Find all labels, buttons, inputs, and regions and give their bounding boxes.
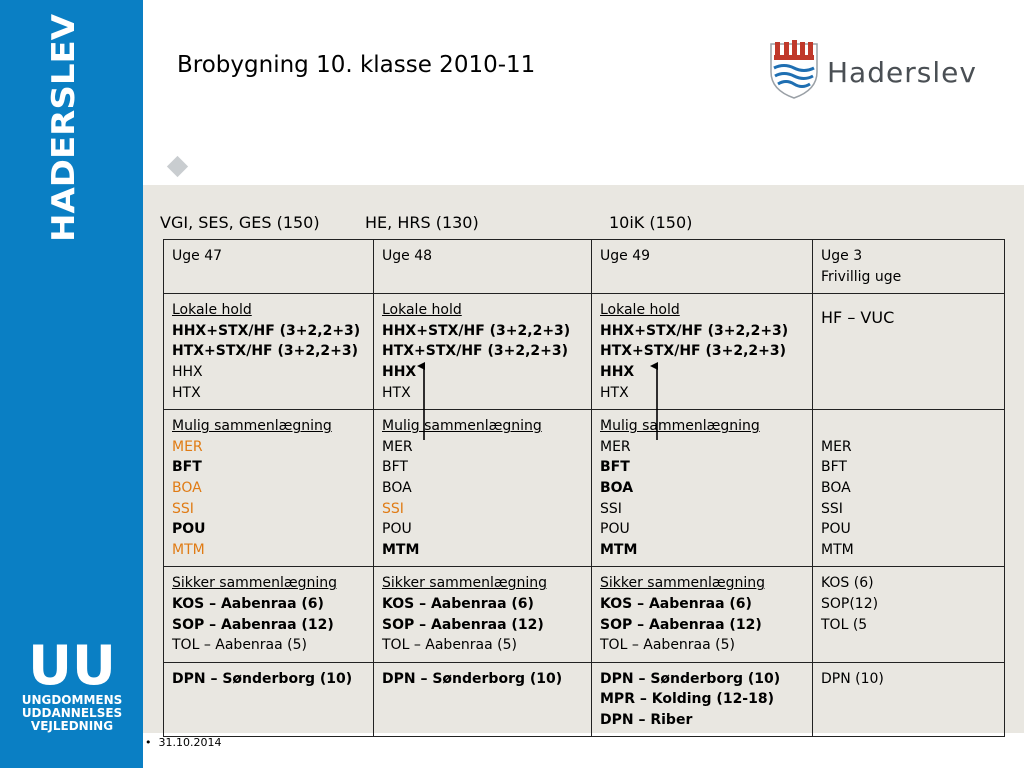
svg-text:UU: UU <box>28 636 116 697</box>
date-text: 31.10.2014 <box>158 736 222 749</box>
list-item: HTX+STX/HF (3+2,2+3) <box>382 343 569 360</box>
list-item: SSI <box>382 500 404 517</box>
group-heading-vgi: VGI, SES, GES (150) <box>160 213 320 232</box>
section-label: Sikker sammenlægning <box>172 575 337 592</box>
schedule-table <box>163 239 1005 737</box>
list-item: HTX+STX/HF (3+2,2+3) <box>172 343 359 360</box>
list-item: DPN – Sønderborg (10) <box>382 670 563 687</box>
cell-uge-48 <box>374 240 592 294</box>
list-item: POU <box>600 521 630 538</box>
cell-lokale-uge-47 <box>164 294 374 410</box>
table-row-mulig-sammenlaegning <box>164 410 1005 567</box>
list-item: DPN (10) <box>821 670 884 687</box>
list-item: HTX <box>172 384 201 401</box>
cell-mulig-uge-48 <box>374 410 592 567</box>
city-shield-icon <box>768 38 820 100</box>
diamond-bullet-icon <box>167 156 188 177</box>
list-item: SSI <box>600 500 622 517</box>
week-label: Uge 49 <box>600 248 651 264</box>
list-item: BFT <box>382 459 408 476</box>
svg-text:HADERSLEV: HADERSLEV <box>46 34 82 242</box>
list-item: MTM <box>172 541 205 558</box>
haderslev-vertical-wordmark <box>22 10 122 245</box>
list-item: BFT <box>600 459 630 476</box>
list-item: HHX+STX/HF (3+2,2+3) <box>382 322 571 339</box>
group-heading-he: HE, HRS (130) <box>365 213 479 232</box>
list-item: SOP – Aabenraa (12) <box>600 616 762 633</box>
list-item: POU <box>821 521 851 538</box>
table-row-header <box>164 240 1005 294</box>
list-item: MER <box>172 438 203 455</box>
list-item: TOL (5 <box>821 616 868 633</box>
cell-lokale-uge-48 <box>374 294 592 410</box>
list-item: KOS – Aabenraa (6) <box>600 595 752 612</box>
list-item: KOS (6) <box>821 575 874 592</box>
cell-lokale-uge-3 <box>813 294 1005 410</box>
cell-uge-3 <box>813 240 1005 294</box>
list-item: HTX <box>600 384 629 401</box>
list-item: MTM <box>600 541 638 558</box>
list-item: BOA <box>821 479 851 496</box>
table-row-lokale-hold <box>164 294 1005 410</box>
list-item: KOS – Aabenraa (6) <box>382 595 534 612</box>
list-item: MTM <box>821 541 854 558</box>
spacer <box>821 416 996 437</box>
list-item: MTM <box>382 541 420 558</box>
cell-mulig-uge-3 <box>813 410 1005 567</box>
cell-dpn-uge-3 <box>813 662 1005 737</box>
cell-sikker-uge-47 <box>164 567 374 662</box>
list-item: SSI <box>821 500 843 517</box>
svg-text:UNGDOMMENS: UNGDOMMENS <box>21 693 123 707</box>
week-label: Uge 3 <box>821 248 863 264</box>
list-item: HTX+STX/HF (3+2,2+3) <box>600 343 787 360</box>
list-item: TOL – Aabenraa (5) <box>382 637 517 654</box>
cell-dpn-uge-47 <box>164 662 374 737</box>
table-row-sikker-sammenlaegning <box>164 567 1005 662</box>
sidebar <box>0 0 143 768</box>
list-item: MER <box>600 438 631 455</box>
week-label: Uge 47 <box>172 248 223 264</box>
list-item: DPN – Sønderborg (10) <box>172 670 353 687</box>
cell-dpn-uge-49 <box>592 662 813 737</box>
list-item: BOA <box>172 479 202 496</box>
list-item: SOP(12) <box>821 595 879 612</box>
cell-dpn-uge-48 <box>374 662 592 737</box>
cell-lokale-uge-49 <box>592 294 813 410</box>
uu-logo <box>6 636 138 736</box>
list-item: SSI <box>172 500 194 517</box>
list-item: POU <box>382 521 412 538</box>
cell-uge-49 <box>592 240 813 294</box>
section-label: Mulig sammenlægning <box>382 418 542 435</box>
section-label: Sikker sammenlægning <box>600 575 765 592</box>
cell-uge-47 <box>164 240 374 294</box>
list-item: DPN – Sønderborg (10) <box>600 670 781 687</box>
week-label: Uge 48 <box>382 248 433 264</box>
section-label: Sikker sammenlægning <box>382 575 547 592</box>
cell-mulig-uge-47 <box>164 410 374 567</box>
haderslev-logo-text: Haderslev <box>827 56 977 89</box>
list-item: KOS – Aabenraa (6) <box>172 595 324 612</box>
list-item: BOA <box>382 479 412 496</box>
svg-text:UDDANNELSES: UDDANNELSES <box>21 706 123 720</box>
list-item: HHX <box>172 363 203 380</box>
list-item: MER <box>821 438 852 455</box>
list-item: HTX <box>382 384 411 401</box>
list-item: POU <box>172 521 206 538</box>
section-label: Lokale hold <box>600 302 680 319</box>
section-label: Lokale hold <box>172 302 252 319</box>
list-item: HHX <box>382 363 417 380</box>
table-row-dpn <box>164 662 1005 737</box>
list-item: SOP – Aabenraa (12) <box>382 616 544 633</box>
list-item: BOA <box>600 479 634 496</box>
group-heading-10ik: 10iK (150) <box>609 213 693 232</box>
list-item: SOP – Aabenraa (12) <box>172 616 334 633</box>
list-item: MER <box>382 438 413 455</box>
slide-title: Brobygning 10. klasse 2010-11 <box>177 52 536 78</box>
section-label: Mulig sammenlægning <box>172 418 332 435</box>
list-item: DPN – Riber <box>600 711 693 728</box>
section-label: Lokale hold <box>382 302 462 319</box>
list-item: BFT <box>172 459 202 476</box>
list-item: HHX+STX/HF (3+2,2+3) <box>600 322 789 339</box>
cell-sikker-uge-48 <box>374 567 592 662</box>
cell-mulig-uge-49 <box>592 410 813 567</box>
list-item: BFT <box>821 459 847 476</box>
list-item: HHX+STX/HF (3+2,2+3) <box>172 322 361 339</box>
haderslev-logo <box>768 38 990 100</box>
section-label: Mulig sammenlægning <box>600 418 760 435</box>
list-item: HF – VUC <box>821 308 895 328</box>
list-item: TOL – Aabenraa (5) <box>600 637 735 654</box>
svg-text:VEJLEDNING: VEJLEDNING <box>30 719 114 733</box>
cell-sikker-uge-3 <box>813 567 1005 662</box>
list-item: HHX <box>600 363 635 380</box>
cell-sikker-uge-49 <box>592 567 813 662</box>
list-item: TOL – Aabenraa (5) <box>172 637 307 654</box>
footer-date: • 31.10.2014 <box>145 736 222 749</box>
week-sublabel: Frivillig uge <box>821 268 902 285</box>
list-item: MPR – Kolding (12-18) <box>600 691 774 708</box>
